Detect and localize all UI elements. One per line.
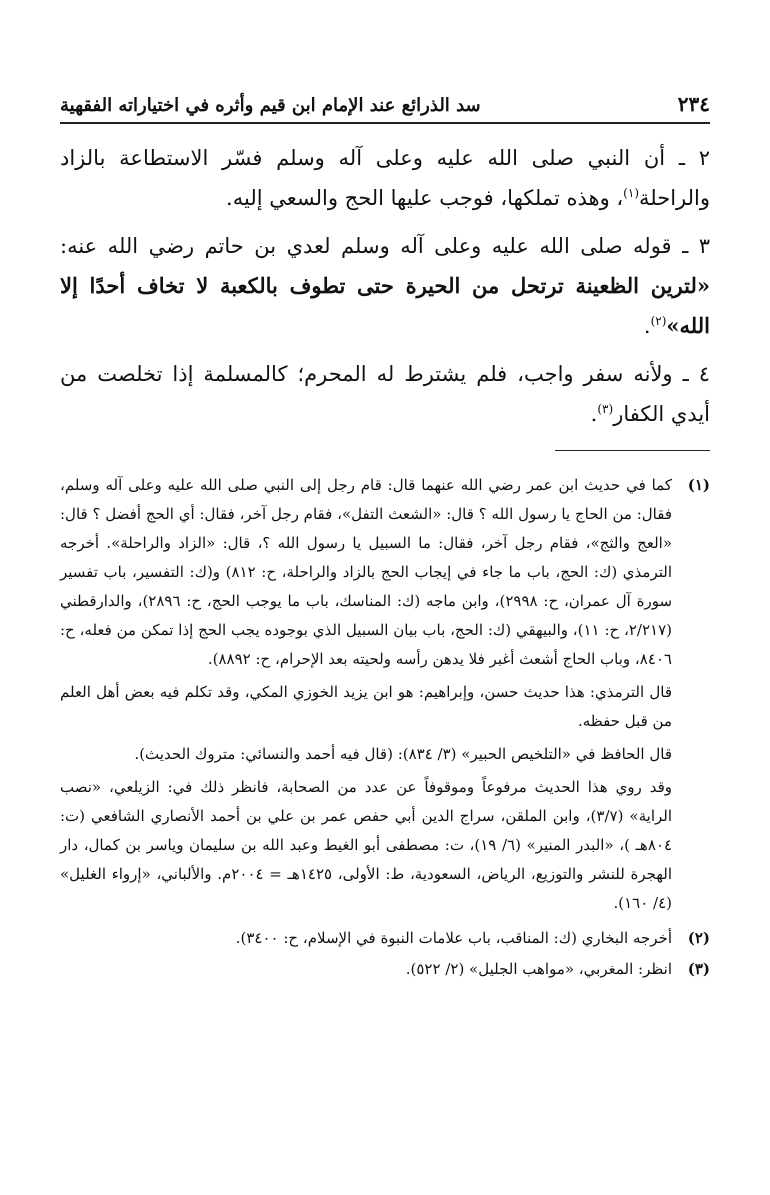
main-text — [60, 138, 710, 434]
footnotes — [60, 471, 710, 984]
footnote-1 — [60, 471, 710, 922]
hadith-quote: «لترين الظعينة ترتحل من الحيرة حتى تطوف بالكعبة لا تخاف أحدًا إلا الله» — [60, 273, 710, 338]
footnote-ref-3[interactable]: (٣) — [597, 402, 614, 416]
paragraph-text: ٤ ـ ولأنه سفر واجب، فلم يشترط له المحرم؛ كالمسلمة إذا تخلصت من أيدي الكفار — [60, 362, 710, 426]
page-number: ٢٣٤ — [677, 92, 710, 116]
paragraph-point-2 — [60, 138, 710, 218]
paragraph-text: ٣ ـ قوله صلى الله عليه وعلى آله وسلم لعدي بن حاتم رضي الله عنه: — [60, 234, 710, 258]
paragraph-text: ، وهذه تملكها، فوجب عليها الحج والسعي إليه. — [226, 186, 624, 210]
footnote-number: (٢) — [687, 929, 710, 947]
footnote-body — [60, 471, 672, 922]
footnote-paragraph: قال الترمذي: هذا حديث حسن، وإبراهيم: هو ابن يزيد الخوزي المكي، وقد تكلم فيه بعض أهل العلم من قبل حفظه. — [60, 683, 672, 730]
footnote-paragraph: قال الحافظ في «التلخيص الحبير» (٣/ ٨٣٤): (قال فيه أحمد والنسائي: متروك الحديث). — [134, 745, 672, 763]
footnote-body: انظر: المغربي، «مواهب الجليل» (٢/ ٥٢٢). — [405, 960, 672, 978]
paragraph-text: . — [590, 402, 598, 426]
footnote-number: (١) — [687, 476, 710, 494]
footnote-ref-2[interactable]: (٢) — [650, 314, 667, 328]
paragraph-text: . — [643, 314, 651, 338]
footnote-ref-1[interactable]: (١) — [623, 186, 639, 200]
footnote-3 — [60, 955, 710, 984]
paragraph-text: ٢ ـ أن النبي صلى الله عليه وعلى آله وسلم فسّر الاستطاعة بالزاد والراحلة — [60, 146, 710, 210]
footnote-number: (٣) — [687, 960, 710, 978]
book-page — [60, 92, 710, 986]
paragraph-point-3 — [60, 226, 710, 346]
footnote-separator — [555, 450, 710, 451]
footnote-2 — [60, 924, 710, 953]
footnote-paragraph: كما في حديث ابن عمر رضي الله عنهما قال: قام رجل إلى النبي صلى الله عليه وعلى آله وسلم، فقال: من الحاج يا رسول الله ؟ قال: «الشعث التفل»، فقام رجل آخر، فقال: أي الحج أفضل ؟ قال: «العج والثج»، فقام رجل آخر، فقال: ما السبيل يا رسول الله ؟، قال: «الزاد والراحلة». أخرجه الترمذي (ك: الحج، باب ما جاء في إيجاب الحج بالزاد والراحلة، ح: ٨١٢) و(ك: التفسير، باب تفسير سورة آل عمران، ح: ٢٩٩٨)، وابن ماجه (ك: المناسك، باب ما يوجب الحج، ح: ٢٨٩٦)، والدارقطني (٢/٢١٧، ح: ١١)، والبيهقي (ك: الحج، باب بيان السبيل الذي بوجوده يجب الحج إذا تمكن من فعله، ح: ٨٤٠٦، وباب الحاج أشعث أغبر فلا يدهن رأسه ولحيته بعد الإحرام، ح: ٨٨٩٢). — [60, 476, 673, 668]
running-title: سد الذرائع عند الإمام ابن قيم وأثره في اختياراته الفقهية — [60, 95, 481, 116]
page-header — [60, 92, 710, 124]
paragraph-point-4 — [60, 354, 710, 434]
footnote-paragraph: وقد روي هذا الحديث مرفوعاً وموقوفاً عن عدد من الصحابة، فانظر ذلك في: الزيلعي، «نصب الراية» (٣/٧)، وابن الملقن، سراج الدين أبي حفص عمر بن علي بن أحمد الأنصاري الشافعي (ت: ٨٠٤هـ )، «البدر المنير» (٦/ ١٩)، ت: مصطفى أبو الغيط وعبد الله بن سليمان وياسر بن كمال، دار الهجرة للنشر والتوزيع، الرياض، السعودية، ط: الأولى، ١٤٢٥هـ = ٢٠٠٤م. والألباني، «إرواء الغليل» (٤/ ١٦٠). — [60, 778, 672, 912]
footnote-body: أخرجه البخاري (ك: المناقب، باب علامات النبوة في الإسلام، ح: ٣٤٠٠). — [235, 929, 672, 947]
